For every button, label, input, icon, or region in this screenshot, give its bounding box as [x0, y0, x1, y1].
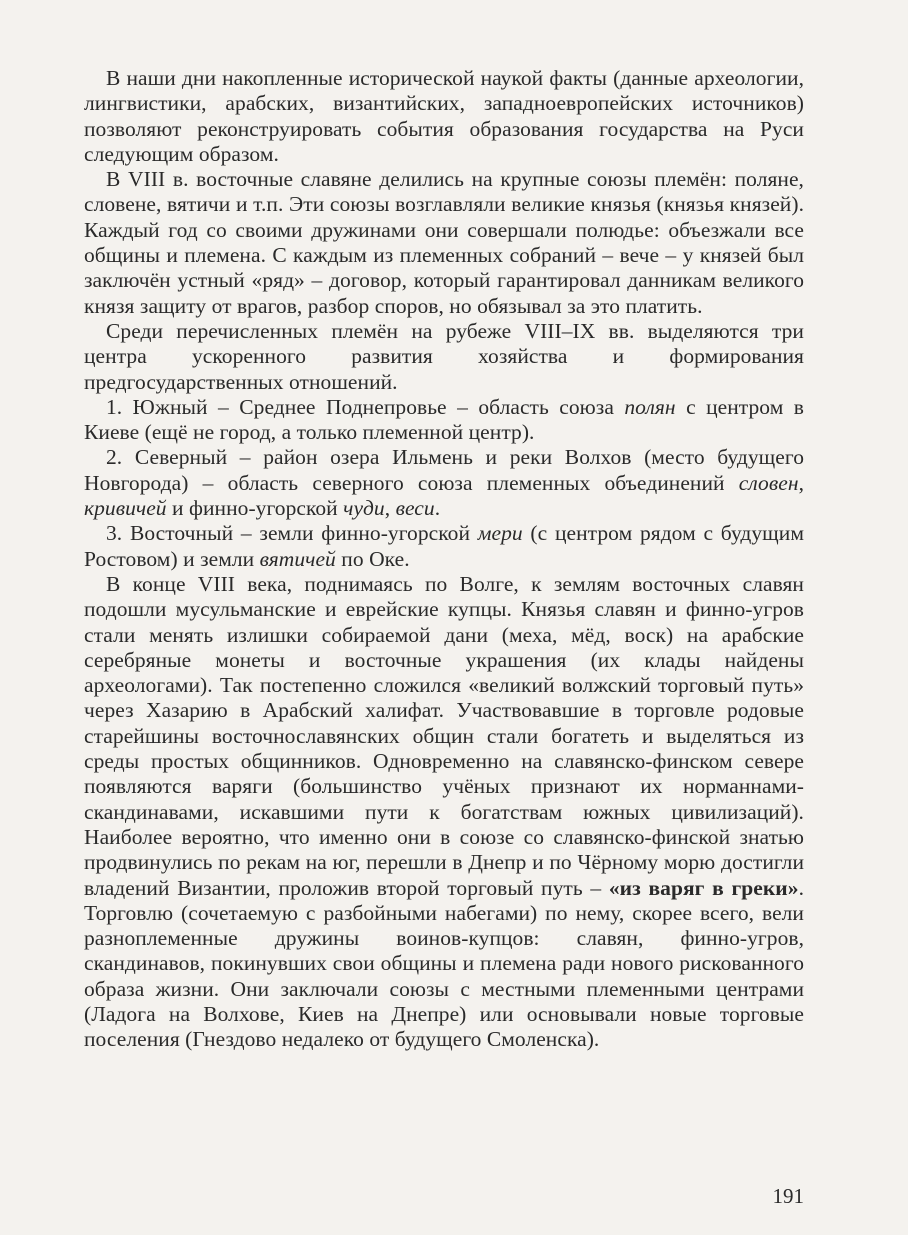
text-run: с центром в Киеве (ещё не город, а только племенной центр). — [84, 394, 804, 445]
text-run: , — [384, 496, 396, 521]
paragraph — [84, 167, 804, 319]
text-run: В наши дни накопленные исторической наукой факты (данные археологии, лингвистики, арабских, византийских, западноевропейских источников) позволяют реконструировать события образования государства на Руси следующим образом. — [84, 66, 804, 166]
bold-term: «из варяг в греки» — [608, 875, 799, 900]
text-run: 1. Южный – Среднее Поднепровье – область союза — [106, 394, 625, 419]
italic-term: вятичей — [259, 546, 336, 571]
text-run: по Оке. — [335, 546, 410, 571]
text-run: . — [434, 496, 441, 521]
text-run: . Торговлю (сочетаемую с разбойными набегами) по нему, скорее всего, вели разноплеменные дружины воинов-купцов: славян, финно-угров, скандинавов, покинувших свои общины и племена ради нового рискованного образа жизни. Они заключали союзы с местными племенными центрами (Ладога на Волхове, Киев на Днепре) или основывали новые торговые поселения (Гнездово недалеко от будущего Смоленска). — [84, 875, 804, 1052]
text-run: 2. Северный – район озера Ильмень и реки Волхов (место будущего Новгорода) – область северного союза племенных объединений — [84, 445, 804, 495]
italic-term: полян — [624, 394, 676, 419]
paragraph — [84, 572, 804, 1053]
text-run: , — [798, 470, 804, 495]
italic-term: словен — [738, 470, 799, 495]
paragraph — [84, 521, 804, 572]
paragraph — [84, 395, 804, 446]
text-run: В VIII в. восточные славяне делились на крупные союзы племён: поляне, словене, вятичи и т.п. Эти союзы возглавляли великие князья (князья князей). Каждый год со своими дружинами они совершали полюдье: объезжали все общины и племена. С каждым из племенных собраний – вече – у князей был заключён устный «ряд» – договор, который гарантировал данникам великого князя защиту от врагов, разбор споров, но обязывал за это платить. — [84, 167, 804, 318]
italic-term: чуди — [343, 496, 385, 521]
italic-term: мери — [477, 521, 523, 546]
paragraph — [84, 66, 804, 167]
page-number: 191 — [772, 1184, 804, 1208]
text-run: В конце VIII века, поднимаясь по Волге, к землям восточных славян подошли мусульманские и еврейские купцы. Князья славян и финно-угров стали менять излишки собираемой дани (меха, мёд, воск) на арабские серебряные монеты и восточные украшения (их клады найдены археологами). Так постепенно сложился «великий волжский торговый путь» через Хазарию в Арабский халифат. Участвовавшие в торговле родовые старейшины восточнославянских общин стали богатеть и выделяться из среды простых общинников. Одновременно на славянско-финском севере появляются варяги (большинство учёных признают их норманнами-скандинавами, искавшими пути к богатствам южных цивилизаций). Наиболее вероятно, что именно они в союзе со славянско-финской знатью продвинулись по рекам на юг, перешли в Днепр и по Чёрному морю достигли владений Византии, проложив второй торговый путь – — [84, 571, 804, 900]
italic-term: кривичей — [84, 496, 167, 521]
italic-term: веси — [395, 496, 435, 521]
text-run: (с центром рядом с будущим Ростовом) и земли — [84, 521, 804, 571]
paragraph — [84, 445, 804, 521]
paragraph — [84, 319, 804, 395]
text-run: и финно-угорской — [166, 496, 344, 521]
text-run: 3. Восточный – земли финно-угорской — [106, 521, 478, 546]
text-body — [84, 66, 804, 1053]
text-run: Среди перечисленных племён на рубеже VIII–IX вв. выделяются три центра ускоренного развития хозяйства и формирования предгосударственных отношений. — [84, 318, 804, 394]
